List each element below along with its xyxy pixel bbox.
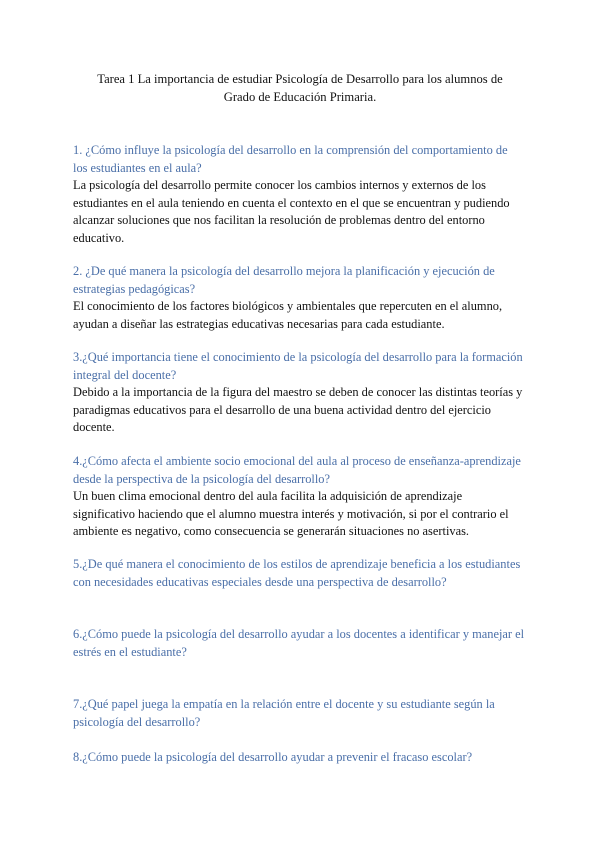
qa-block-8 <box>73 749 525 767</box>
qa-block-2 <box>73 263 525 333</box>
answer-4: Un buen clima emocional dentro del aula facilita la adquisición de aprendizaje significativo haciendo que el alumno muestra interés y motivación, si por el contrario el ambiente es negativo, como consecuencia se generarán situaciones no asertivas. <box>73 489 509 539</box>
qa-block-5 <box>73 556 525 591</box>
question-2: 2. ¿De qué manera la psicología del desarrollo mejora la planificación y ejecución de estrategias pedagógicas? <box>73 264 495 296</box>
title-line-1: Tarea 1 La importancia de estudiar Psicología de Desarrollo para los alumnos de <box>97 72 503 86</box>
answer-1: La psicología del desarrollo permite conocer los cambios internos y externos de los estudiantes en el aula teniendo en cuenta el contexto en el que se encuentran y pudiendo alcanzar soluciones que nos facilitan la resolución de problemas dentro del entorno educativo. <box>73 178 510 245</box>
qa-block-4 <box>73 453 525 541</box>
answer-3: Debido a la importancia de la figura del maestro se deben de conocer las distintas teorías y paradigmas educativos para el desarrollo de una buena actividad dentro del ejercicio docente. <box>73 385 523 435</box>
document-title <box>70 71 530 106</box>
title-line-2: Grado de Educación Primaria. <box>223 89 377 104</box>
qa-block-1 <box>73 142 525 248</box>
qa-block-3 <box>73 349 525 437</box>
question-6: 6.¿Cómo puede la psicología del desarrollo ayudar a los docentes a identificar y manejar el estrés en el estudiante? <box>73 627 525 659</box>
question-1: 1. ¿Cómo influye la psicología del desarrollo en la comprensión del comportamiento de los estudiantes en el aula? <box>73 143 508 175</box>
qa-block-6 <box>73 626 525 661</box>
qa-block-7 <box>73 696 525 731</box>
question-5: 5.¿De qué manera el conocimiento de los estilos de aprendizaje beneficia a los estudiantes con necesidades educativas especiales desde una perspectiva de desarrollo? <box>73 557 521 589</box>
question-4: 4.¿Cómo afecta el ambiente socio emocional del aula al proceso de enseñanza-aprendizaje desde la perspectiva de la psicología del desarrollo? <box>73 454 521 486</box>
question-7: 7.¿Qué papel juega la empatía en la relación entre el docente y su estudiante según la psicología del desarrollo? <box>73 697 495 729</box>
answer-2: El conocimiento de los factores biológicos y ambientales que repercuten en el alumno, ayudan a diseñar las estrategias educativas necesarias para cada estudiante. <box>73 299 503 331</box>
question-3: 3.¿Qué importancia tiene el conocimiento de la psicología del desarrollo para la formación integral del docente? <box>73 350 523 382</box>
question-8: 8.¿Cómo puede la psicología del desarrollo ayudar a prevenir el fracaso escolar? <box>73 750 473 764</box>
